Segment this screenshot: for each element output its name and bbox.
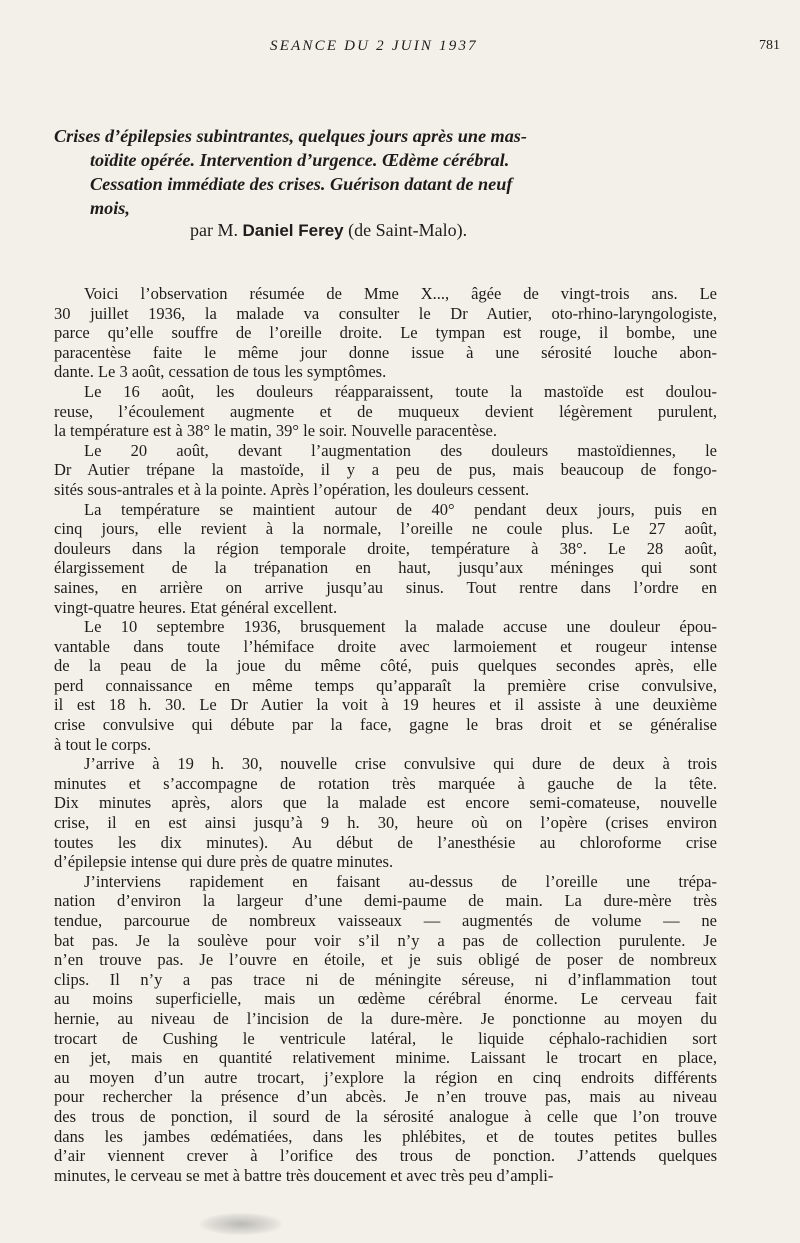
text-line: dans les jambes œdématiées, dans les phlébites, et de toutes petites bulles bbox=[54, 1126, 717, 1146]
text-line: toutes les dix minutes). Au début de l’anesthésie au chloroforme crise bbox=[54, 832, 717, 852]
text-line: crise, il en est ainsi jusqu’à 9 h. 30, heure où on l’opère (crises environ bbox=[54, 813, 717, 833]
text-line: Voici l’observation résumée de Mme X..., âgée de vingt-trois ans. Le bbox=[84, 284, 717, 303]
text-line: d’épilepsie intense qui dure près de quatre minutes. bbox=[54, 852, 394, 872]
title-line: mois, bbox=[90, 198, 130, 218]
paragraph bbox=[54, 872, 717, 1186]
text-line: cinq jours, elle revient à la normale, l’oreille ne coule plus. Le 27 août, bbox=[54, 519, 717, 539]
text-line: en jet, mais en quantité relativement minime. Laissant le trocart en place, bbox=[54, 1048, 717, 1068]
title-line: Crises d’épilepsies subintrantes, quelques jours après une mas- bbox=[54, 126, 527, 146]
text-line: il est 18 h. 30. Le Dr Autier la voit à 19 heures et il assiste à une deuxième bbox=[54, 695, 717, 715]
text-line: n’en trouve pas. Je l’ouvre en étoile, et je suis obligé de poser de nombreux bbox=[54, 950, 717, 970]
text-line: pour rechercher la présence d’un abcès. Je n’en trouve pas, mais au niveau bbox=[54, 1087, 717, 1107]
text-line: sités sous-antrales et à la pointe. Après l’opération, les douleurs cessent. bbox=[54, 479, 530, 499]
text-line: paracentèse faite le même jour donne issue à une sérosité louche abon- bbox=[54, 342, 717, 362]
text-line: perd connaissance en même temps qu’apparaît la première crise convulsive, bbox=[54, 675, 717, 695]
text-line: trocart de Cushing le ventricule latéral, le liquide céphalo-rachidien sort bbox=[54, 1028, 717, 1048]
text-line: clips. Il n’y a pas trace ni de méningite séreuse, ni d’inflammation tout bbox=[54, 969, 717, 989]
text-line: La température se maintient autour de 40° pendant deux jours, puis en bbox=[84, 499, 717, 519]
text-line: Dr Autier trépane la mastoïde, il y a peu de pus, mais beaucoup de fongo- bbox=[54, 460, 717, 480]
text-line: Le 20 août, devant l’augmentation des douleurs mastoïdiennes, le bbox=[84, 440, 717, 460]
text-line: nation d’environ la largeur d’une demi-paume de main. La dure-mère très bbox=[54, 891, 717, 911]
text-line: d’air viennent crever à l’orifice des trous de ponction. J’attends quelques bbox=[54, 1146, 717, 1166]
text-line: tendue, parcourue de nombreux vaisseaux — augmentés de volume — ne bbox=[54, 911, 717, 930]
paragraph bbox=[54, 500, 717, 618]
text-line: vantable dans toute l’hémiface droite avec larmoiement et rougeur intense bbox=[54, 636, 717, 656]
running-head bbox=[0, 38, 800, 58]
byline-prefix: par M. bbox=[190, 220, 238, 240]
text-line: saines, en arrière on arrive jusqu’au sinus. Tout rentre dans l’ordre en bbox=[54, 577, 717, 597]
paragraph bbox=[54, 441, 717, 500]
paragraph bbox=[54, 617, 717, 754]
byline bbox=[190, 220, 467, 241]
text-line: élargissement de la trépanation en haut, jusqu’aux méninges qui sont bbox=[54, 558, 717, 578]
print-smudge bbox=[200, 1213, 282, 1235]
text-line: au moyen d’un autre trocart, j’explore la région en cinq endroits différents bbox=[54, 1067, 717, 1087]
running-head-title: SEANCE DU 2 JUIN 1937 bbox=[270, 38, 478, 54]
author-name: Daniel Ferey bbox=[242, 221, 344, 240]
text-line: bat pas. Je la soulève pour voir s’il n’y a pas de collection purulente. Je bbox=[54, 930, 717, 950]
text-line: Dix minutes après, alors que la malade est encore semi-comateuse, nouvelle bbox=[54, 793, 717, 813]
article-body bbox=[54, 284, 717, 1185]
text-line: vingt-quatre heures. Etat général excellent. bbox=[54, 597, 338, 617]
page-number: 781 bbox=[759, 38, 780, 53]
text-line: minutes, le cerveau se met à battre très doucement et avec très peu d’ampli- bbox=[54, 1165, 554, 1185]
text-line: des trous de ponction, il sourd de la sérosité analogue à celle que l’on trouve bbox=[54, 1106, 717, 1126]
text-line: la température est à 38° le matin, 39° le soir. Nouvelle paracentèse. bbox=[54, 421, 497, 441]
text-line: dante. Le 3 août, cessation de tous les symptômes. bbox=[54, 362, 387, 382]
text-line: crise convulsive qui débute par la face, gagne le bras droit et se généralise bbox=[54, 715, 717, 735]
title-line: Cessation immédiate des crises. Guérison datant de neuf bbox=[90, 174, 513, 194]
text-line: minutes et s’accompagne de rotation très marquée à gauche de la tête. bbox=[54, 773, 717, 793]
author-affiliation: (de Saint-Malo). bbox=[348, 220, 468, 240]
article-title bbox=[54, 124, 734, 220]
text-line: parce qu’elle souffre de l’oreille droite. Le tympan est rouge, il bombe, une bbox=[54, 323, 717, 343]
text-line: reuse, l’écoulement augmente et de muqueux devient légèrement purulent, bbox=[54, 401, 717, 421]
text-line: J’interviens rapidement en faisant au-dessus de l’oreille une trépa- bbox=[84, 871, 717, 891]
paragraph bbox=[54, 382, 717, 441]
text-line: J’arrive à 19 h. 30, nouvelle crise convulsive qui dure de deux à trois bbox=[84, 754, 717, 774]
text-line: hernie, au niveau de l’incision de la dure-mère. Je ponctionne au moyen du bbox=[54, 1008, 717, 1028]
paragraph bbox=[54, 754, 717, 872]
text-line: Le 10 septembre 1936, brusquement la malade accuse une douleur épou- bbox=[84, 617, 717, 637]
text-line: de la peau de la joue du même côté, puis quelques secondes après, elle bbox=[54, 656, 717, 676]
text-line: au moins superficielle, mais un œdème cérébral énorme. Le cerveau fait bbox=[54, 989, 717, 1009]
text-line: Le 16 août, les douleurs réapparaissent, toute la mastoïde est doulou- bbox=[84, 381, 717, 401]
text-line: douleurs dans la région temporale droite, température à 38°. Le 28 août, bbox=[54, 538, 717, 558]
title-line: toïdite opérée. Intervention d’urgence. Œdème cérébral. bbox=[90, 150, 510, 170]
paragraph bbox=[54, 284, 717, 382]
text-line: à tout le corps. bbox=[54, 734, 152, 754]
text-line: 30 juillet 1936, la malade va consulter le Dr Autier, oto-rhino-laryngologiste, bbox=[54, 303, 717, 323]
